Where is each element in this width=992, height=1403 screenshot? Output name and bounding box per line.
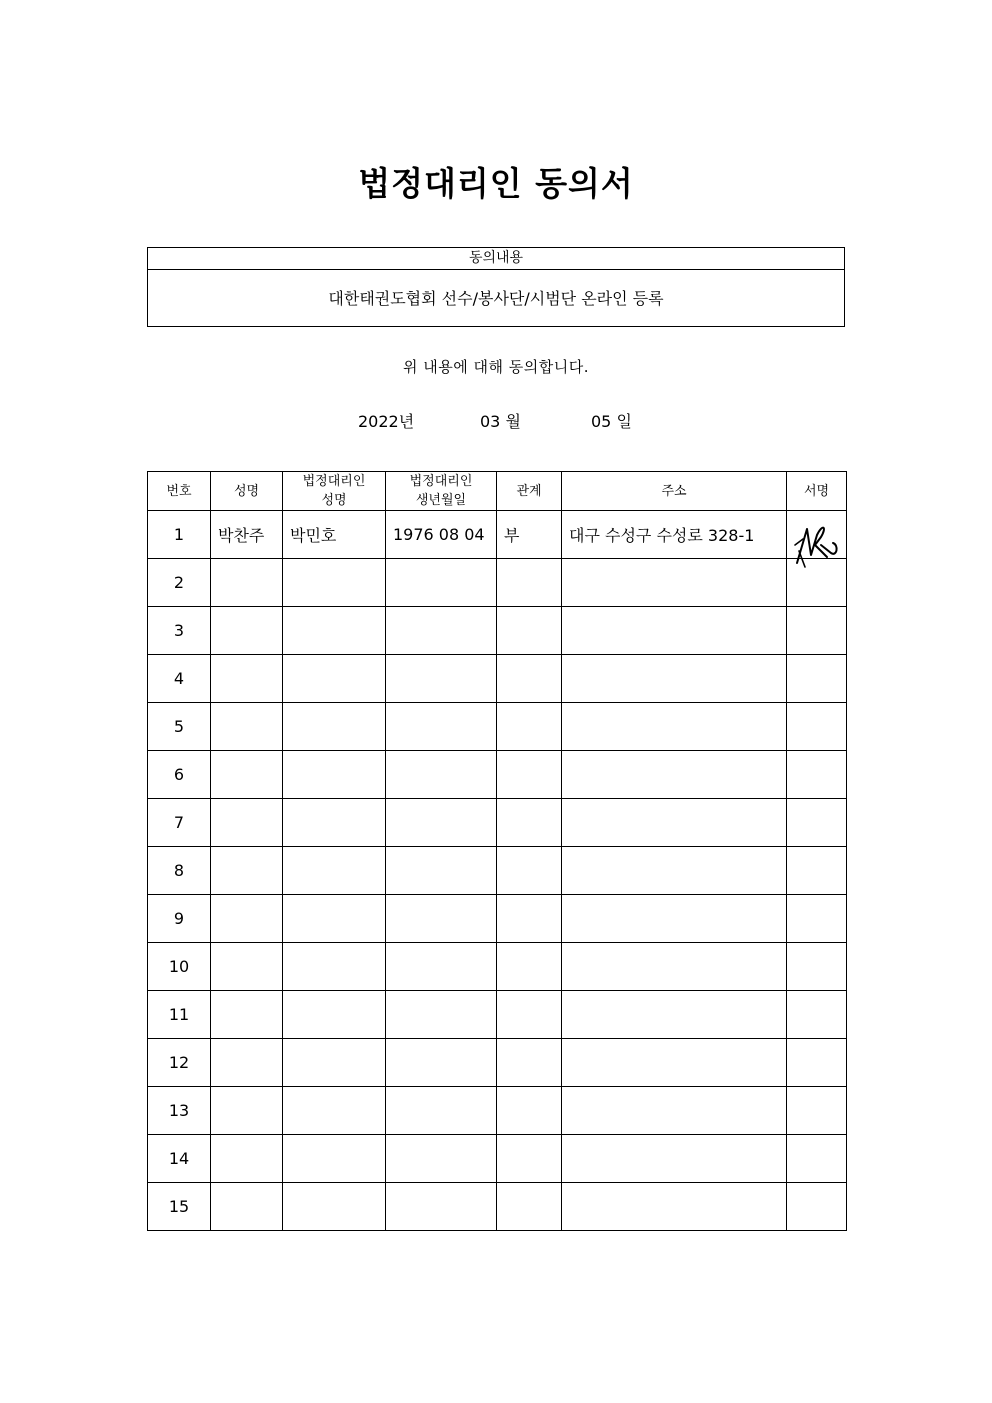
- cell-guardian-birth: [386, 607, 497, 655]
- cell-number: 13: [148, 1087, 211, 1135]
- cell-guardian-name: [283, 1183, 386, 1231]
- table-row: [148, 655, 847, 703]
- cell-address: [562, 1087, 787, 1135]
- cell-guardian-birth: [386, 559, 497, 607]
- date-month: 03 월: [480, 412, 521, 431]
- cell-relation: [497, 559, 562, 607]
- cell-number: 9: [148, 895, 211, 943]
- cell-number: 14: [148, 1135, 211, 1183]
- cell-guardian-birth: 1976 08 04: [386, 511, 497, 559]
- cell-relation: [497, 703, 562, 751]
- cell-number: 2: [148, 559, 211, 607]
- cell-signature: [787, 943, 847, 991]
- cell-guardian-name: 박민호: [283, 511, 386, 559]
- cell-signature: [787, 1183, 847, 1231]
- cell-signature: [787, 895, 847, 943]
- cell-signature: [787, 847, 847, 895]
- cell-signature: [787, 655, 847, 703]
- cell-guardian-name: [283, 895, 386, 943]
- cell-relation: [497, 895, 562, 943]
- table-row: [148, 1183, 847, 1231]
- cell-relation: [497, 607, 562, 655]
- table-row: [148, 847, 847, 895]
- cell-address: [562, 799, 787, 847]
- cell-guardian-birth: [386, 895, 497, 943]
- date-year: 2022년: [358, 412, 415, 431]
- cell-address: 대구 수성구 수성로 328-1: [562, 511, 787, 559]
- table-row: [148, 799, 847, 847]
- table-row: [148, 1135, 847, 1183]
- cell-relation: [497, 751, 562, 799]
- cell-signature: [787, 511, 847, 559]
- cell-signature: [787, 799, 847, 847]
- cell-relation: [497, 1039, 562, 1087]
- cell-name: [211, 607, 283, 655]
- cell-address: [562, 895, 787, 943]
- cell-number: 5: [148, 703, 211, 751]
- cell-signature: [787, 1135, 847, 1183]
- cell-name: [211, 1183, 283, 1231]
- header-relation: 관계: [497, 472, 562, 511]
- cell-guardian-name: [283, 655, 386, 703]
- cell-guardian-name: [283, 847, 386, 895]
- cell-guardian-birth: [386, 655, 497, 703]
- header-guardian-birth-line1: 법정대리인: [409, 474, 473, 489]
- header-guardian-birth: [386, 472, 497, 511]
- table-body: [148, 511, 847, 1231]
- cell-number: 11: [148, 991, 211, 1039]
- cell-guardian-birth: [386, 991, 497, 1039]
- table-row: [148, 559, 847, 607]
- table-row: [148, 895, 847, 943]
- cell-name: [211, 847, 283, 895]
- header-address: 주소: [562, 472, 787, 511]
- cell-address: [562, 703, 787, 751]
- cell-number: 8: [148, 847, 211, 895]
- cell-signature: [787, 991, 847, 1039]
- cell-name: [211, 1039, 283, 1087]
- agreement-statement: 위 내용에 대해 동의합니다.: [403, 358, 589, 376]
- cell-number: 7: [148, 799, 211, 847]
- cell-address: [562, 1039, 787, 1087]
- cell-relation: [497, 847, 562, 895]
- cell-guardian-birth: [386, 847, 497, 895]
- cell-relation: [497, 799, 562, 847]
- cell-address: [562, 991, 787, 1039]
- cell-guardian-name: [283, 751, 386, 799]
- cell-guardian-name: [283, 991, 386, 1039]
- cell-guardian-birth: [386, 1135, 497, 1183]
- consent-header: 동의내용: [148, 248, 844, 270]
- header-no: 번호: [148, 472, 211, 511]
- table-row: [148, 1039, 847, 1087]
- cell-number: 6: [148, 751, 211, 799]
- cell-address: [562, 1183, 787, 1231]
- cell-name: 박찬주: [211, 511, 283, 559]
- cell-guardian-name: [283, 1135, 386, 1183]
- table-row: [148, 703, 847, 751]
- consent-content: 대한태권도협회 선수/봉사단/시범단 온라인 등록: [328, 289, 664, 308]
- cell-relation: [497, 991, 562, 1039]
- cell-guardian-birth: [386, 799, 497, 847]
- cell-name: [211, 1087, 283, 1135]
- cell-address: [562, 847, 787, 895]
- cell-name: [211, 991, 283, 1039]
- cell-name: [211, 1135, 283, 1183]
- cell-guardian-birth: [386, 1087, 497, 1135]
- cell-name: [211, 655, 283, 703]
- cell-name: [211, 559, 283, 607]
- cell-address: [562, 607, 787, 655]
- document-title: 법정대리인 동의서: [358, 164, 634, 203]
- cell-name: [211, 703, 283, 751]
- header-signature: 서명: [787, 472, 847, 511]
- table-row: [148, 607, 847, 655]
- consent-box: [147, 247, 845, 327]
- cell-relation: [497, 655, 562, 703]
- cell-guardian-birth: [386, 1039, 497, 1087]
- date-day: 05 일: [591, 412, 632, 431]
- cell-number: 1: [148, 511, 211, 559]
- cell-number: 4: [148, 655, 211, 703]
- cell-address: [562, 943, 787, 991]
- cell-name: [211, 751, 283, 799]
- cell-guardian-birth: [386, 1183, 497, 1231]
- cell-relation: [497, 943, 562, 991]
- table-row: [148, 943, 847, 991]
- header-guardian-name: [283, 472, 386, 511]
- cell-guardian-name: [283, 799, 386, 847]
- cell-address: [562, 751, 787, 799]
- table-header-row: [148, 472, 847, 511]
- cell-guardian-birth: [386, 751, 497, 799]
- registration-table: [147, 471, 847, 1231]
- header-name: 성명: [211, 472, 283, 511]
- cell-number: 3: [148, 607, 211, 655]
- cell-address: [562, 655, 787, 703]
- cell-name: [211, 895, 283, 943]
- cell-signature: [787, 751, 847, 799]
- cell-signature: [787, 703, 847, 751]
- cell-relation: [497, 1135, 562, 1183]
- cell-guardian-name: [283, 703, 386, 751]
- cell-guardian-name: [283, 559, 386, 607]
- cell-signature: [787, 1087, 847, 1135]
- cell-guardian-name: [283, 943, 386, 991]
- cell-guardian-birth: [386, 943, 497, 991]
- cell-signature: [787, 607, 847, 655]
- cell-address: [562, 559, 787, 607]
- header-guardian-name-line1: 법정대리인: [302, 474, 366, 489]
- cell-signature: [787, 1039, 847, 1087]
- table-row: [148, 751, 847, 799]
- cell-relation: [497, 1183, 562, 1231]
- cell-relation: [497, 1087, 562, 1135]
- cell-signature: [787, 559, 847, 607]
- header-guardian-name-line2: 성명: [321, 493, 347, 508]
- cell-name: [211, 943, 283, 991]
- table-row: [148, 511, 847, 559]
- cell-number: 12: [148, 1039, 211, 1087]
- cell-number: 15: [148, 1183, 211, 1231]
- cell-guardian-birth: [386, 703, 497, 751]
- cell-address: [562, 1135, 787, 1183]
- cell-relation: 부: [497, 511, 562, 559]
- header-guardian-birth-line2: 생년월일: [415, 493, 467, 508]
- cell-guardian-name: [283, 1087, 386, 1135]
- table-row: [148, 1087, 847, 1135]
- cell-guardian-name: [283, 607, 386, 655]
- cell-name: [211, 799, 283, 847]
- cell-guardian-name: [283, 1039, 386, 1087]
- table-row: [148, 991, 847, 1039]
- cell-number: 10: [148, 943, 211, 991]
